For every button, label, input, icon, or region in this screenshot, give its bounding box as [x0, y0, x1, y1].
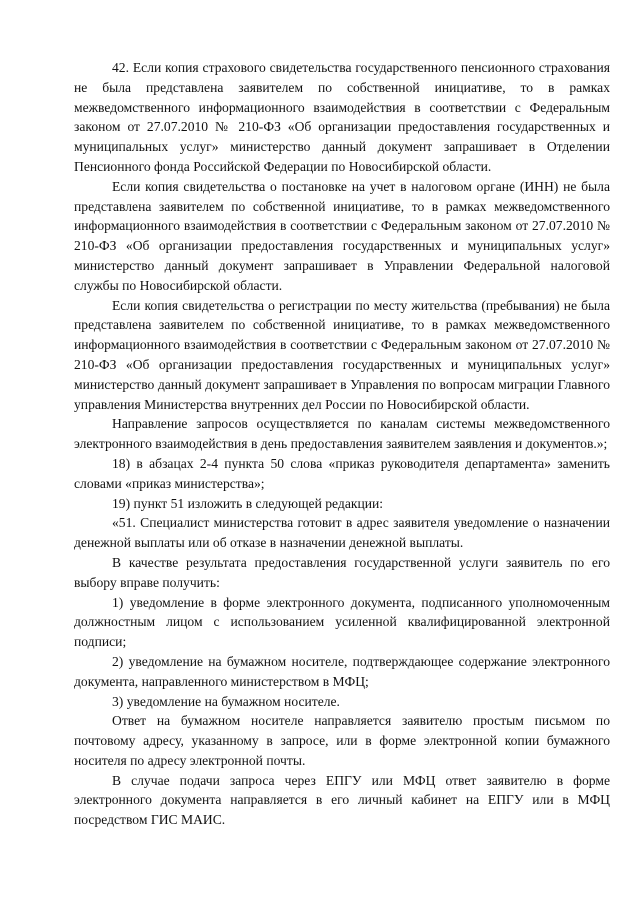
paragraph-result-choice: В качестве результата предоставления государственной услуги заявитель по его выбору вправе получить:	[74, 554, 610, 590]
paragraph-option-1: 1) уведомление в форме электронного документа, подписанного уполномоченным должностным лицом с использованием усиленной квалифицированной электронной подписи;	[74, 594, 610, 650]
paragraph-requests-channels: Направление запросов осуществляется по каналам системы межведомственного электронного взаимодействия в день предоставления заявителем заявления и документов.»;	[74, 416, 610, 452]
paragraph-epgu-response: В случае подачи запроса через ЕПГУ или МФЦ ответ заявителю в форме электронного документа направляется в его личный кабинет на ЕПГУ или в МФЦ посредством ГИС МАИС.	[74, 772, 610, 828]
paragraph-paper-response: Ответ на бумажном носителе направляется заявителю простым письмом по почтовому адресу, указанному в запросе, или в форме электронной копии бумажного носителя по адресу электронной почты.	[74, 713, 610, 768]
paragraph-item-19: 19) пункт 51 изложить в следующей редакции:	[112, 495, 384, 511]
paragraph-inn: Если копия свидетельства о постановке на учет в налоговом органе (ИНН) не была представлена заявителем по собственной инициативе, то в рамках межведомственного информационного взаимодействия в соответствии с Федеральным законом от 27.07.2010 № 210-ФЗ «Об организации предоставления государственных и муниципальных услуг» министерство данный документ запрашивает в Управлении Федеральной налоговой службы по Новосибирской области.	[74, 178, 610, 293]
paragraph-42-pension-insurance: 42. Если копия страхового свидетельства государственного пенсионного страхования не была представлена заявителем по собственной инициативе, то в рамках межведомственного информационного взаимодействия в соответствии с Федеральным законом от 27.07.2010 № 210-ФЗ «Об организации предоставления государственных и муниципальных услуг» министерство данный документ запрашивает в Отделении Пенсионного фонда Российской Федерации по Новосибирской области.	[74, 60, 610, 174]
paragraph-registration: Если копия свидетельства о регистрации по месту жительства (пребывания) не была представлена заявителем по собственной инициативе, то в рамках межведомственного информационного взаимодействия в соответствии с Федеральным законом от 27.07.2010 № 210-ФЗ «Об организации предоставления государственных и муниципальных услуг» министерство данный документ запрашивает в Управления по вопросам миграции Главного управления Министерства внутренних дел России по Новосибирской области.	[74, 297, 610, 412]
paragraph-51: «51. Специалист министерства готовит в адрес заявителя уведомление о назначении денежной выплаты или об отказе в назначении денежной выплаты.	[74, 515, 610, 551]
paragraph-option-2: 2) уведомление на бумажном носителе, подтверждающее содержание электронного документа, направленного министерством в МФЦ;	[74, 653, 610, 689]
paragraph-option-3: 3) уведомление на бумажном носителе.	[112, 693, 340, 709]
paragraph-item-18: 18) в абзацах 2-4 пункта 50 слова «приказ руководителя департамента» заменить словами «приказ министерства»;	[74, 455, 610, 491]
document-page	[74, 58, 610, 830]
